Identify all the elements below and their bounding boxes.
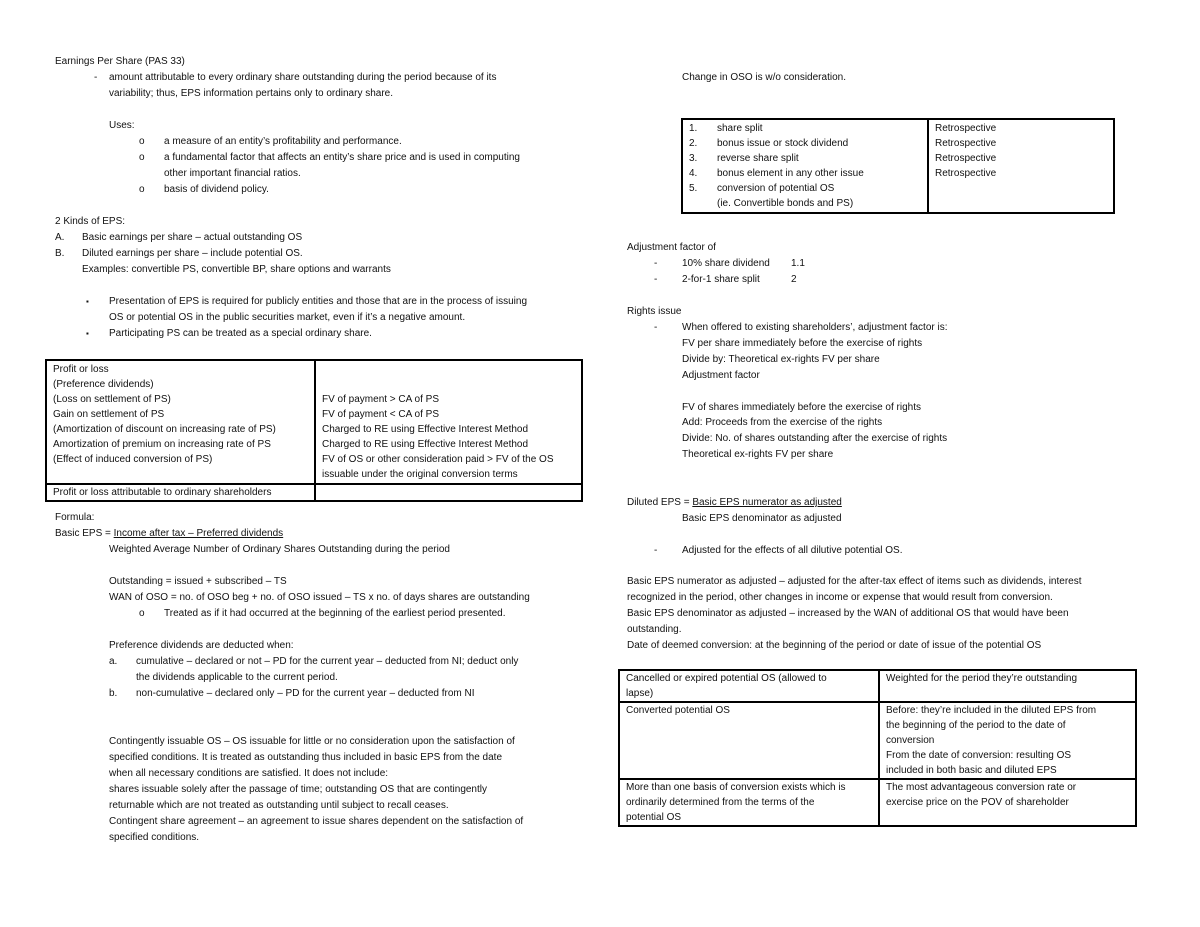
rights-line: Add: Proceeds from the exercise of the rights (682, 417, 883, 428)
cell-line: Charged to RE using Effective Interest Method (322, 439, 529, 450)
table-row (619, 702, 1136, 779)
cell-line: ordinarily determined from the terms of the (626, 797, 815, 808)
kind-basic: Basic earnings per share – actual outstanding OS (82, 232, 303, 243)
rights-line: Divide: No. of shares outstanding after the exercise of rights (682, 433, 948, 444)
paragraph-line: Basic EPS denominator as adjusted – increased by the WAN of additional OS that would have been (627, 608, 1069, 619)
pref-title: Preference dividends are deducted when: (109, 640, 294, 651)
rights-line: Theoretical ex-rights FV per share (682, 449, 834, 460)
item-text: bonus issue or stock dividend (717, 138, 849, 149)
cell-line: issuable under the original conversion terms (322, 469, 518, 480)
list-item (689, 136, 921, 151)
kind-examples: Examples: convertible PS, convertible BP, share options and warrants (82, 264, 391, 275)
cell-line (322, 377, 575, 392)
cell-line: More than one basis of conversion exists which is (626, 782, 846, 793)
cell-line: FV of payment > CA of PS (322, 394, 440, 405)
table-cell (879, 702, 1136, 779)
formula-prefix: Diluted EPS = (627, 497, 693, 508)
pref-item: the dividends applicable to the current period. (136, 672, 338, 683)
cell-line (322, 362, 575, 377)
table-footer-cell: Profit or loss attributable to ordinary shareholders (46, 484, 315, 501)
cell-line: exercise price on the POV of shareholder (886, 797, 1069, 808)
cell-line: (Amortization of discount on increasing rate of PS) (53, 424, 276, 435)
paragraph-line: Date of deemed conversion: at the beginning of the period or date of issue of the potential OS (627, 640, 1042, 651)
table-cell (879, 670, 1136, 702)
square-bullet-icon: ▪ (86, 297, 89, 306)
formula-label: Formula: (55, 512, 95, 523)
contingent-line: specified conditions. It is treated as outstanding thus included in basic EPS from the date (109, 752, 503, 763)
treatment-text: Retrospective (935, 123, 997, 134)
list-marker: b. (109, 688, 118, 699)
table-cell (619, 702, 879, 779)
item-number: 5. (689, 183, 698, 194)
list-item (689, 181, 921, 196)
rights-line: Divide by: Theoretical ex-rights FV per share (682, 354, 880, 365)
table-footer-cell (315, 484, 582, 501)
cell-line: Gain on settlement of PS (53, 409, 165, 420)
rights-line: Adjustment factor (682, 370, 760, 381)
item-number: 1. (689, 123, 698, 134)
contingent-line: returnable which are not treated as outstanding until subject to recall ceases. (109, 800, 449, 811)
adjustment-value: 1.1 (791, 258, 805, 269)
dash-bullet: - (94, 72, 98, 83)
list-item (689, 196, 921, 211)
list-item (689, 151, 921, 166)
adjustment-label: 10% share dividend (682, 258, 770, 269)
item-number: 3. (689, 153, 698, 164)
item-text: bonus element in any other issue (717, 168, 864, 179)
table-cell (619, 670, 879, 702)
presentation-line: Presentation of EPS is required for publicly entities and those that are in the process of issuing (109, 296, 528, 307)
cell-line: Profit or loss (53, 364, 109, 375)
item-text: share split (717, 123, 763, 134)
formula-denominator: Basic EPS denominator as adjusted (682, 513, 842, 524)
cell-line: (Loss on settlement of PS) (53, 394, 171, 405)
kind-diluted: Diluted earnings per share – include potential OS. (82, 248, 303, 259)
diluted-eps-formula (627, 495, 842, 511)
dash-bullet: - (654, 274, 658, 285)
definition-line: variability; thus, EPS information pertains only to ordinary share. (109, 88, 394, 99)
treatment-text: Retrospective (935, 168, 997, 179)
pref-item: non-cumulative – declared only – PD for the current year – deducted from NI (136, 688, 475, 699)
list-item (689, 121, 921, 136)
outstanding-formula: Outstanding = issued + subscribed – TS (109, 576, 287, 587)
contingent-line: when all necessary conditions are satisfied. It does not include: (109, 768, 389, 779)
rights-line: FV of shares immediately before the exercise of rights (682, 402, 921, 413)
bullet-icon: o (139, 136, 145, 147)
profit-loss-table (45, 359, 583, 502)
table-cell (315, 360, 582, 484)
paragraph-line: outstanding. (627, 624, 682, 635)
table-row (619, 670, 1136, 702)
use-item: a fundamental factor that affects an entity’s share price and is used in computing (164, 152, 520, 163)
contingent-line: shares issuable solely after the passage of time; outstanding OS that are contingently (109, 784, 487, 795)
formula-numerator: Basic EPS numerator as adjusted (692, 497, 842, 508)
item-text: conversion of potential OS (717, 183, 835, 194)
paragraph-line: recognized in the period, other changes in income or expense that would result from conversion. (627, 592, 1053, 603)
diluted-note: Adjusted for the effects of all dilutive potential OS. (682, 545, 903, 556)
cell-line: lapse) (626, 688, 654, 699)
contingent-line: specified conditions. (109, 832, 200, 843)
kinds-title: 2 Kinds of EPS: (55, 216, 126, 227)
rights-line: FV per share immediately before the exercise of rights (682, 338, 923, 349)
cell-line: (Preference dividends) (53, 379, 154, 390)
pref-item: cumulative – declared or not – PD for the current year – deducted from NI; deduct only (136, 656, 519, 667)
cell-line: the beginning of the period to the date of (886, 720, 1066, 731)
item-subtext: (ie. Convertible bonds and PS) (717, 198, 854, 209)
uses-label: Uses: (109, 120, 135, 131)
cell-line: FV of payment < CA of PS (322, 409, 440, 420)
item-number: 4. (689, 168, 698, 179)
formula-numerator: Income after tax – Preferred dividends (113, 528, 284, 539)
presentation-line: OS or potential OS in the public securities market, even if it’s a negative amount. (109, 312, 466, 323)
rights-title: Rights issue (627, 306, 682, 317)
adjustment-value: 2 (791, 274, 797, 285)
square-bullet-icon: ▪ (86, 329, 89, 338)
wan-note: Treated as if it had occurred at the beginning of the earliest period presented. (164, 608, 506, 619)
table-cell (928, 119, 1114, 213)
cell-line: Converted potential OS (626, 705, 730, 716)
adjustment-title: Adjustment factor of (627, 242, 716, 253)
dash-bullet: - (654, 258, 658, 269)
bullet-icon: o (139, 608, 145, 619)
use-item: basis of dividend policy. (164, 184, 269, 195)
table-cell (879, 779, 1136, 826)
dash-bullet: - (654, 322, 658, 333)
table-row (619, 779, 1136, 826)
cell-line: From the date of conversion: resulting OS (886, 750, 1072, 761)
item-number: 2. (689, 138, 698, 149)
contingent-line: Contingently issuable OS – OS issuable for little or no consideration upon the satisfaction of (109, 736, 515, 747)
bullet-icon: o (139, 152, 145, 163)
cell-line: Charged to RE using Effective Interest Method (322, 424, 529, 435)
treatment-text: Retrospective (935, 138, 997, 149)
cell-line: Before: they’re included in the diluted EPS from (886, 705, 1097, 716)
conversion-table (618, 669, 1137, 827)
list-item (689, 166, 921, 181)
list-marker: A. (55, 232, 65, 243)
use-item: a measure of an entity’s profitability and performance. (164, 136, 402, 147)
cell-line: Amortization of premium on increasing rate of PS (53, 439, 271, 450)
table-cell (46, 360, 315, 484)
cell-line: conversion (886, 735, 935, 746)
cell-line: (Effect of induced conversion of PS) (53, 454, 213, 465)
cell-line: The most advantageous conversion rate or (886, 782, 1077, 793)
cell-line: Cancelled or expired potential OS (allowed to (626, 673, 827, 684)
participating-line: Participating PS can be treated as a special ordinary share. (109, 328, 372, 339)
paragraph-line: Basic EPS numerator as adjusted – adjusted for the after-tax effect of items such as dividends, interest (627, 576, 1082, 587)
treatment-text: Retrospective (935, 153, 997, 164)
contingent-line: Contingent share agreement – an agreement to issue shares dependent on the satisfaction of (109, 816, 524, 827)
dash-bullet: - (654, 545, 658, 556)
cell-line: Weighted for the period they’re outstanding (886, 673, 1078, 684)
table-cell (682, 119, 928, 213)
item-text: reverse share split (717, 153, 799, 164)
bullet-icon: o (139, 184, 145, 195)
page-title: Earnings Per Share (PAS 33) (55, 56, 185, 67)
rights-line: When offered to existing shareholders’, adjustment factor is: (682, 322, 948, 333)
cell-line: included in both basic and diluted EPS (886, 765, 1057, 776)
formula-prefix: Basic EPS = (55, 528, 114, 539)
change-title: Change in OSO is w/o consideration. (682, 72, 846, 83)
cell-line: potential OS (626, 812, 682, 823)
list-marker: B. (55, 248, 65, 259)
list-marker: a. (109, 656, 118, 667)
formula-denominator: Weighted Average Number of Ordinary Shares Outstanding during the period (109, 544, 450, 555)
cell-line: FV of OS or other consideration paid > FV of the OS (322, 454, 554, 465)
adjustment-label: 2-for-1 share split (682, 274, 760, 285)
use-item: other important financial ratios. (164, 168, 301, 179)
basic-eps-formula (55, 526, 283, 542)
definition-line: amount attributable to every ordinary share outstanding during the period because of its (109, 72, 497, 83)
table-cell (619, 779, 879, 826)
wan-formula: WAN of OSO = no. of OSO beg + no. of OSO issued – TS x no. of days shares are outstanding (109, 592, 530, 603)
change-oso-table (681, 118, 1115, 214)
